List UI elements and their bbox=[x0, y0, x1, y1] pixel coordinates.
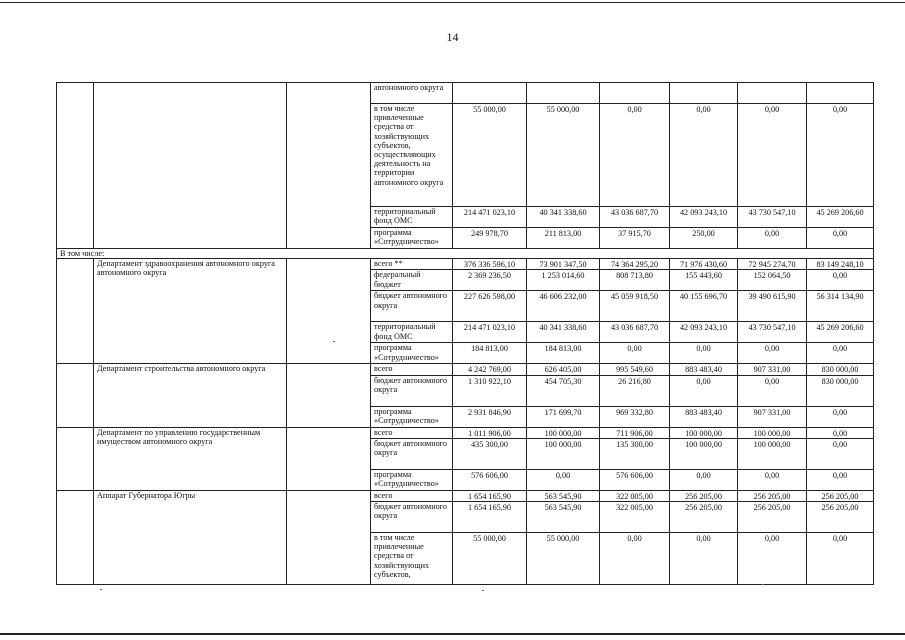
indicator-cell: всего bbox=[371, 427, 453, 438]
value-cell: 73 901 347,50 bbox=[527, 259, 600, 270]
value-cell: 152 064,50 bbox=[738, 270, 807, 291]
scan-dot bbox=[333, 341, 335, 342]
indicator-cell: территориальный фонд ОМС bbox=[371, 207, 453, 228]
value-cell: 0,00 bbox=[670, 533, 738, 585]
value-cell: 45 269 206,60 bbox=[807, 207, 874, 228]
value-cell: 72 945 274,70 bbox=[738, 259, 807, 270]
value-cell: 56 314 134,90 bbox=[807, 291, 874, 322]
value-cell: 42 093 243,10 bbox=[670, 322, 738, 343]
section-label: В том числе: bbox=[57, 249, 874, 259]
value-cell: 55 000,00 bbox=[453, 533, 527, 585]
value-cell: 576 606,00 bbox=[600, 469, 670, 490]
value-cell: 256 205,00 bbox=[738, 502, 807, 533]
value-cell: 1 310 922,10 bbox=[453, 375, 527, 406]
value-cell: 256 205,00 bbox=[670, 502, 738, 533]
page-number: 14 bbox=[446, 30, 459, 44]
value-cell: 907 331,00 bbox=[738, 364, 807, 375]
source-cell bbox=[287, 83, 371, 249]
value-cell: 100 000,00 bbox=[670, 427, 738, 438]
value-cell: 808 713,80 bbox=[600, 270, 670, 291]
indicator-cell: автономного округа bbox=[371, 83, 453, 104]
value-cell: 0,00 bbox=[670, 343, 738, 364]
value-cell: 0,00 bbox=[807, 533, 874, 585]
value-cell bbox=[453, 83, 527, 104]
value-cell: 830 000,00 bbox=[807, 364, 874, 375]
value-cell: 43 730 547,10 bbox=[738, 322, 807, 343]
value-cell: 40 155 696,70 bbox=[670, 291, 738, 322]
empty-cell bbox=[57, 364, 94, 427]
value-cell: 563 545,90 bbox=[527, 490, 600, 501]
value-cell: 830 000,00 bbox=[807, 375, 874, 406]
value-cell: 883 483,40 bbox=[670, 406, 738, 427]
value-cell: 0,00 bbox=[807, 343, 874, 364]
empty-cell bbox=[57, 83, 94, 249]
indicator-cell: бюджет автономного округа bbox=[371, 438, 453, 469]
department-name: Департамент строительства автономного округа bbox=[94, 364, 287, 427]
indicator-cell: федеральный бюджет bbox=[371, 270, 453, 291]
value-cell: 100 000,00 bbox=[527, 438, 600, 469]
value-cell: 40 341 338,60 bbox=[527, 322, 600, 343]
indicator-cell: программа «Сотрудничество» bbox=[371, 228, 453, 249]
value-cell: 0,00 bbox=[807, 228, 874, 249]
value-cell: 40 341 338,60 bbox=[527, 207, 600, 228]
value-cell bbox=[600, 83, 670, 104]
value-cell: 39 490 615,90 bbox=[738, 291, 807, 322]
top-edge-line bbox=[0, 2, 905, 3]
value-cell: 1 253 014,60 bbox=[527, 270, 600, 291]
value-cell: 184 813,00 bbox=[453, 343, 527, 364]
value-cell: 55 000,00 bbox=[527, 104, 600, 207]
table-row bbox=[57, 364, 874, 375]
value-cell: 0,00 bbox=[527, 469, 600, 490]
value-cell: 1 654 165,90 bbox=[453, 502, 527, 533]
table-row bbox=[57, 83, 874, 104]
value-cell: 995 549,60 bbox=[600, 364, 670, 375]
value-cell: 0,00 bbox=[807, 427, 874, 438]
value-cell: 969 332,80 bbox=[600, 406, 670, 427]
value-cell: 0,00 bbox=[738, 228, 807, 249]
scan-dot bbox=[762, 584, 764, 585]
value-cell: 0,00 bbox=[807, 104, 874, 207]
value-cell: 171 699,70 bbox=[527, 406, 600, 427]
scan-dot bbox=[482, 590, 484, 591]
value-cell: 576 606,00 bbox=[453, 469, 527, 490]
value-cell: 42 093 243,10 bbox=[670, 207, 738, 228]
value-cell: 43 036 687,70 bbox=[600, 207, 670, 228]
value-cell: 74 364 295,20 bbox=[600, 259, 670, 270]
value-cell: 249 978,70 bbox=[453, 228, 527, 249]
value-cell: 0,00 bbox=[670, 375, 738, 406]
value-cell: 100 000,00 bbox=[527, 427, 600, 438]
value-cell: 43 036 687,70 bbox=[600, 322, 670, 343]
value-cell: 322 005,00 bbox=[600, 502, 670, 533]
source-cell bbox=[287, 490, 371, 584]
value-cell: 43 730 547,10 bbox=[738, 207, 807, 228]
source-cell bbox=[287, 427, 371, 490]
value-cell bbox=[527, 83, 600, 104]
indicator-cell: бюджет автономного округа bbox=[371, 291, 453, 322]
value-cell: 0,00 bbox=[600, 533, 670, 585]
value-cell: 45 269 206,60 bbox=[807, 322, 874, 343]
indicator-cell: программа «Сотрудничество» bbox=[371, 469, 453, 490]
value-cell: 100 000,00 bbox=[738, 438, 807, 469]
value-cell: 0,00 bbox=[670, 469, 738, 490]
value-cell: 184 813,00 bbox=[527, 343, 600, 364]
value-cell: 46 606 232,00 bbox=[527, 291, 600, 322]
indicator-cell: программа «Сотрудничество» bbox=[371, 343, 453, 364]
section-row bbox=[57, 249, 874, 259]
department-name: Департамент здравоохранения автономного округа автономного округа bbox=[94, 259, 287, 364]
value-cell: 100 000,00 bbox=[738, 427, 807, 438]
value-cell: 55 000,00 bbox=[453, 104, 527, 207]
value-cell: 883 483,40 bbox=[670, 364, 738, 375]
value-cell: 71 976 430,60 bbox=[670, 259, 738, 270]
name-cell bbox=[94, 83, 287, 249]
value-cell: 0,00 bbox=[807, 270, 874, 291]
bottom-edge-line bbox=[0, 633, 905, 635]
value-cell bbox=[807, 83, 874, 104]
indicator-cell: в том числе привлеченные средства от хозяйствующих субъектов, осуществляющих деятельность на территории автономного округа bbox=[371, 104, 453, 207]
value-cell: 2 369 236,50 bbox=[453, 270, 527, 291]
empty-cell bbox=[57, 490, 94, 584]
value-cell: 227 626 598,00 bbox=[453, 291, 527, 322]
department-name: Департамент по управлению государственным имуществом автономного округа bbox=[94, 427, 287, 490]
indicator-cell: бюджет автономного округа bbox=[371, 502, 453, 533]
value-cell: 100 000,00 bbox=[670, 438, 738, 469]
value-cell: 214 471 023,10 bbox=[453, 207, 527, 228]
indicator-cell: всего bbox=[371, 364, 453, 375]
department-name: Аппарат Губернатора Югры bbox=[94, 490, 287, 584]
value-cell: 256 205,00 bbox=[807, 490, 874, 501]
scan-dot bbox=[100, 589, 102, 590]
indicator-cell: программа «Сотрудничество» bbox=[371, 406, 453, 427]
value-cell bbox=[738, 83, 807, 104]
value-cell: 322 005,00 bbox=[600, 490, 670, 501]
source-cell bbox=[287, 364, 371, 427]
value-cell: 0,00 bbox=[807, 406, 874, 427]
value-cell: 0,00 bbox=[738, 343, 807, 364]
indicator-cell: всего ** bbox=[371, 259, 453, 270]
value-cell: 0,00 bbox=[600, 104, 670, 207]
indicator-cell: бюджет автономного округа bbox=[371, 375, 453, 406]
value-cell: 83 149 248,10 bbox=[807, 259, 874, 270]
empty-cell bbox=[57, 427, 94, 490]
value-cell: 256 205,00 bbox=[738, 490, 807, 501]
value-cell: 376 336 596,10 bbox=[453, 259, 527, 270]
value-cell: 2 931 846,90 bbox=[453, 406, 527, 427]
value-cell: 26 216,80 bbox=[600, 375, 670, 406]
table-row bbox=[57, 490, 874, 501]
value-cell: 0,00 bbox=[738, 375, 807, 406]
empty-cell bbox=[57, 259, 94, 364]
value-cell: 55 000,00 bbox=[527, 533, 600, 585]
value-cell: 0,00 bbox=[738, 104, 807, 207]
value-cell: 0,00 bbox=[807, 438, 874, 469]
value-cell bbox=[670, 83, 738, 104]
value-cell: 907 331,00 bbox=[738, 406, 807, 427]
value-cell: 1 654 165,90 bbox=[453, 490, 527, 501]
value-cell: 135 300,00 bbox=[600, 438, 670, 469]
value-cell: 0,00 bbox=[670, 104, 738, 207]
value-cell: 37 915,70 bbox=[600, 228, 670, 249]
value-cell: 563 545,90 bbox=[527, 502, 600, 533]
value-cell: 435 300,00 bbox=[453, 438, 527, 469]
table-row bbox=[57, 427, 874, 438]
value-cell: 256 205,00 bbox=[807, 502, 874, 533]
value-cell: 0,00 bbox=[738, 533, 807, 585]
value-cell: 0,00 bbox=[600, 343, 670, 364]
value-cell: 155 443,60 bbox=[670, 270, 738, 291]
source-cell bbox=[287, 259, 371, 364]
value-cell: 0,00 bbox=[807, 469, 874, 490]
value-cell: 454 705,30 bbox=[527, 375, 600, 406]
value-cell: 626 405,00 bbox=[527, 364, 600, 375]
indicator-cell: в том числе привлеченные средства от хозяйствующих субъектов, bbox=[371, 533, 453, 585]
value-cell: 711 906,00 bbox=[600, 427, 670, 438]
value-cell: 211 813,00 bbox=[527, 228, 600, 249]
value-cell: 250,00 bbox=[670, 228, 738, 249]
value-cell: 214 471 023,10 bbox=[453, 322, 527, 343]
value-cell: 45 059 918,50 bbox=[600, 291, 670, 322]
value-cell: 0,00 bbox=[738, 469, 807, 490]
budget-table bbox=[56, 82, 874, 585]
value-cell: 1 011 906,00 bbox=[453, 427, 527, 438]
indicator-cell: территориальный фонд ОМС bbox=[371, 322, 453, 343]
value-cell: 4 242 769,00 bbox=[453, 364, 527, 375]
indicator-cell: всего bbox=[371, 490, 453, 501]
table-row bbox=[57, 259, 874, 270]
value-cell: 256 205,00 bbox=[670, 490, 738, 501]
